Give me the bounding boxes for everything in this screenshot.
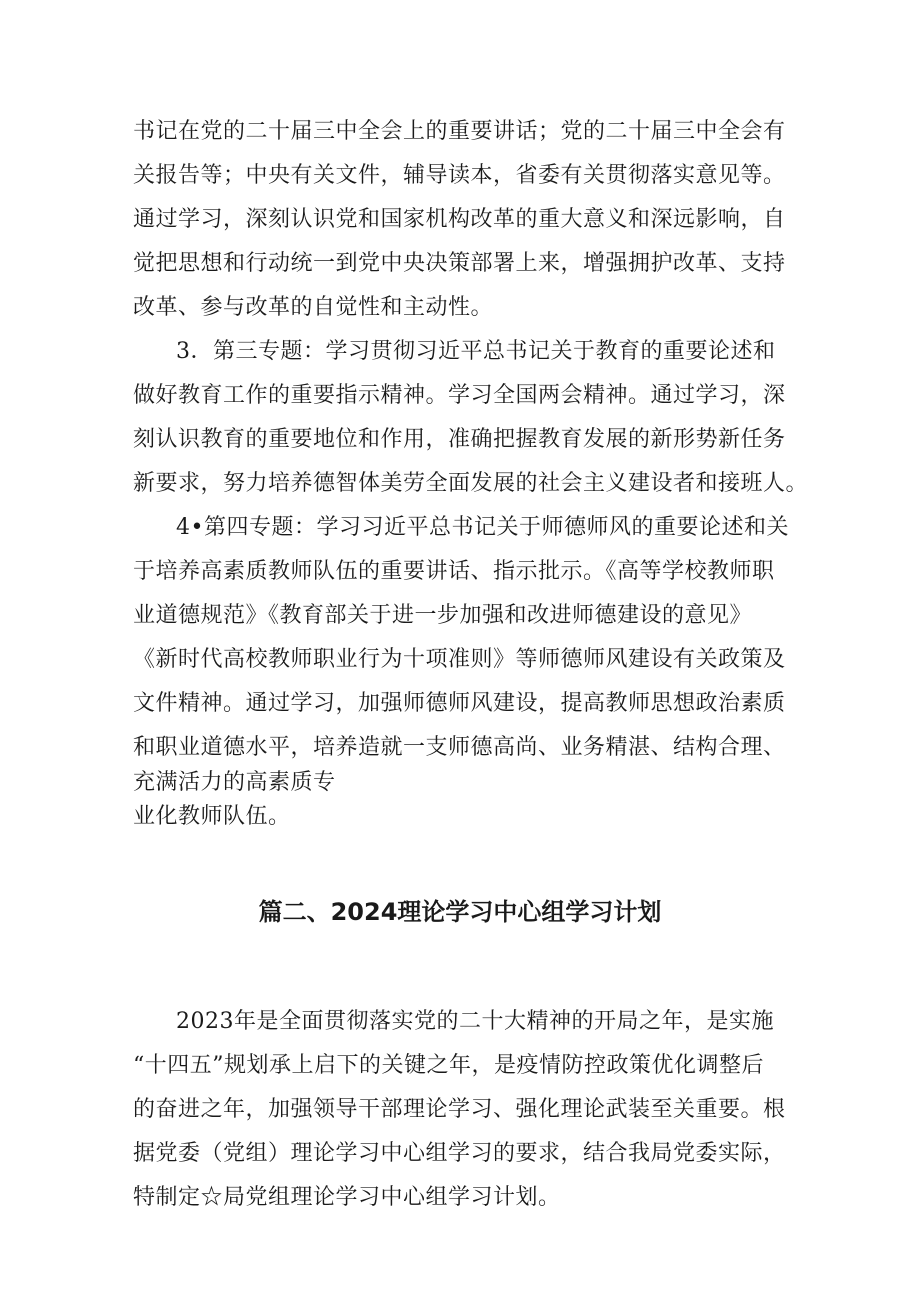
text-line: 改革、参与改革的自觉性和主动性。 <box>133 295 494 320</box>
text-line: 文件精神。通过学习，加强师德师风建设，提高教师思想政治素质 <box>133 691 786 716</box>
text-line: 业化教师队伍。 <box>133 804 291 829</box>
text-line: 和职业道德水平，培养造就一支师德高尚、业务精湛、结构合理、 <box>133 735 786 760</box>
text-line: 刻认识教育的重要地位和作用，准确把握教育发展的新形势新任务 <box>133 427 786 452</box>
text-line: 2023年是全面贯彻落实党的二十大精神的开局之年，是实施 <box>176 1009 774 1034</box>
text-line: 觉把思想和行动统一到党中央决策部署上来，增强拥护改革、支持 <box>133 251 786 276</box>
text-line: 的奋进之年，加强领导干部理论学习、强化理论武装至关重要。根 <box>133 1097 786 1122</box>
text-line: 《新时代高校教师职业行为十项准则》等师德师风建设有关政策及 <box>133 647 786 672</box>
text-line: 4•第四专题：学习习近平总书记关于师德师风的重要论述和关 <box>176 515 789 540</box>
text-line: 特制定☆局党组理论学习中心组学习计划。 <box>133 1185 561 1210</box>
text-line: 于培养高素质教师队伍的重要讲话、指示批示。《高等学校教师职 <box>133 559 775 584</box>
text-line: 做好教育工作的重要指示精神。学习全国两会精神。通过学习，深 <box>133 383 786 408</box>
text-line: “十四五”规划承上启下的关键之年，是疫情防控政策优化调整后 <box>133 1053 764 1078</box>
text-line: 业道德规范》《教育部关于进一步加强和改进师德建设的意见》 <box>133 603 753 628</box>
text-line: 充满活力的高素质专 <box>133 770 336 795</box>
text-line: 新要求，努力培养德智体美劳全面发展的社会主义建设者和接班人。 <box>133 471 809 496</box>
text-line: 据党委（党组）理论学习中心组学习的要求，结合我局党委实际， <box>133 1141 786 1166</box>
section-heading: 篇二、2024理论学习中心组学习计划 <box>258 898 662 926</box>
text-line: 通过学习，深刻认识党和国家机构改革的重大意义和深远影响，自 <box>133 207 786 232</box>
text-line: 3．第三专题：学习贯彻习近平总书记关于教育的重要论述和 <box>176 339 776 364</box>
text-line: 关报告等；中央有关文件，辅导读本，省委有关贯彻落实意见等。 <box>133 163 786 188</box>
text-line: 书记在党的二十届三中全会上的重要讲话；党的二十届三中全会有 <box>133 119 786 144</box>
